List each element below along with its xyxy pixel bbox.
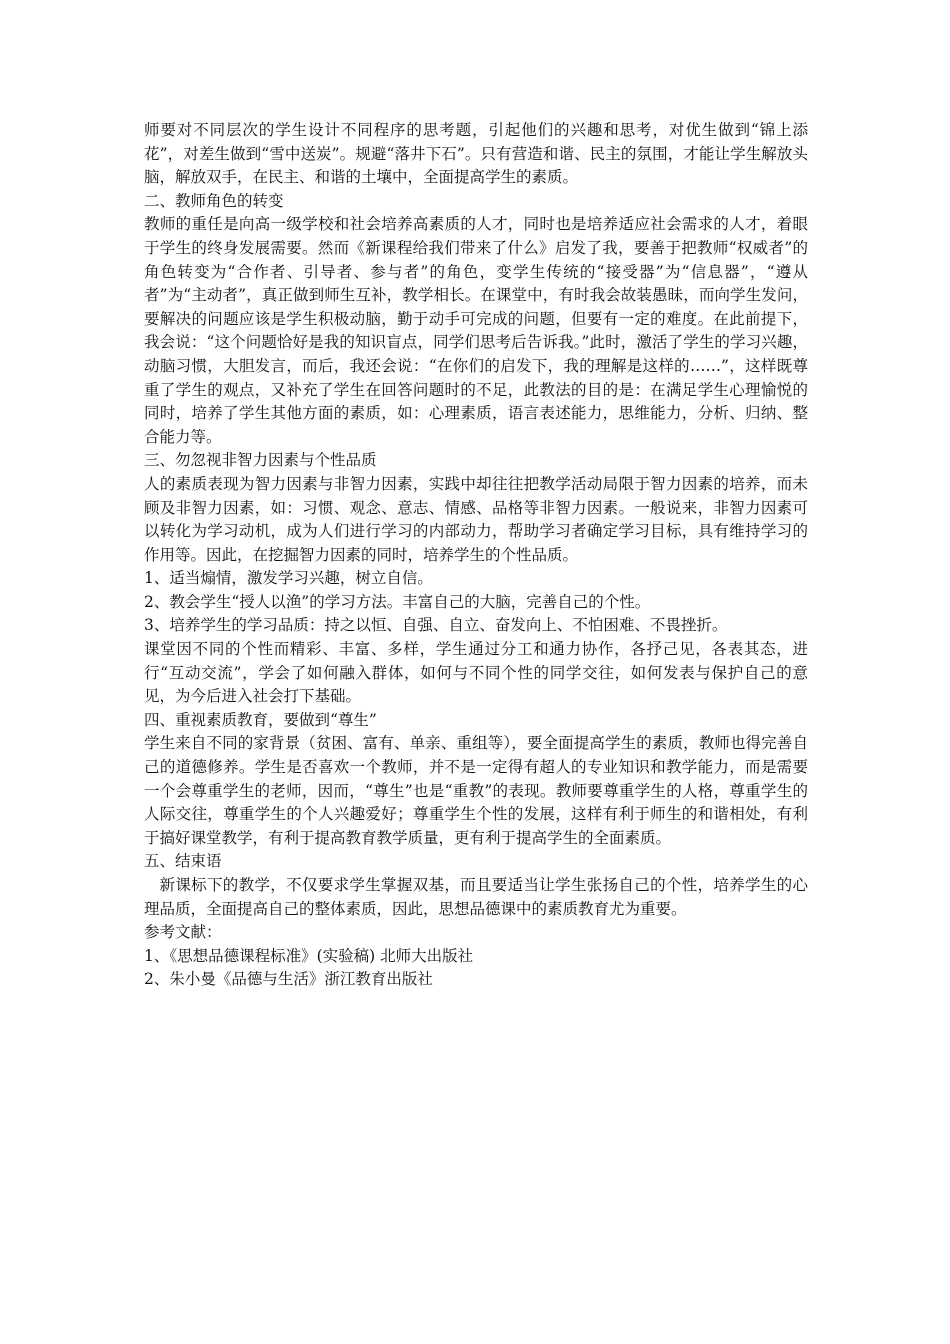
section-body-non-intellectual: 人的素质表现为智力因素与非智力因素，实践中却往往把教学活动局限于智力因素的培养，而未顾及非智力因素，如：习惯、观念、意志、情感、品格等非智力因素。一般说来，非智力因素可以转化为学习动机，成为人们进行学习的内部动力，帮助学习者确定学习目标，具有维持学习的作用等。因此，在挖掘智力因素的同时，培养学生的个性品质。: [144, 474, 808, 564]
list-item: 3、培养学生的学习品质：持之以恒、自强、自立、奋发向上、不怕困难、不畏挫折。: [144, 616, 728, 635]
section-body-respect-students: 学生来自不同的家背景（贫困、富有、单亲、重组等），要全面提高学生的素质，教师也得完善自己的道德修养。学生是否喜欢一个教师，并不是一定得有超人的专业知识和教学能力，而是需要一个会尊重学生的老师，因而，“尊生”也是“重教”的表现。教师要尊重学生的人格，尊重学生的人际交往，尊重学生的个人兴趣爱好；尊重学生个性的发展，这样有利于师生的和谐相处，有利于搞好课堂教学，有利于提高教育教学质量，更有利于提高学生的全面素质。: [144, 734, 808, 847]
section-heading-respect-students: 四、重视素质教育，要做到“尊生”: [144, 710, 377, 729]
section-heading-role-change: 二、教师角色的转变: [144, 191, 284, 210]
section-closing-non-intellectual: 课堂因不同的个性而精彩、丰富、多样，学生通过分工和通力协作，各抒己见，各表其态，进行“互动交流”，学会了如何融入群体，如何与不同个性的同学交往，如何发表与保护自己的意见，为今后进入社会打下基础。: [144, 640, 808, 706]
list-item: 1、适当煽情，激发学习兴趣，树立自信。: [144, 569, 433, 588]
reference-item: 2、朱小曼《品德与生活》浙江教育出版社: [144, 970, 433, 989]
document-page: [144, 119, 808, 992]
list-item: 2、教会学生“授人以渔”的学习方法。丰富自己的大脑，完善自己的个性。: [144, 592, 651, 611]
references-heading: 参考文献：: [144, 923, 222, 942]
reference-item: 1、《思想品德课程标准》(实验稿) 北师大出版社: [144, 946, 474, 965]
section-body-role-change: 教师的重任是向高一级学校和社会培养高素质的人才，同时也是培养适应社会需求的人才，着眼于学生的终身发展需要。然而《新课程给我们带来了什么》启发了我，要善于把教师“权威者”的角色转变为“合作者、引导者、参与者”的角色，变学生传统的“接受器”为“信息器”，“遵从者”为“主动者”，真正做到师生互补，教学相长。在课堂中，有时我会故装愚昧，而向学生发问，要解决的问题应该是学生积极动脑，勤于动手可完成的问题，但要有一定的难度。在此前提下，我会说：“这个问题恰好是我的知识盲点，同学们思考后告诉我。”此时，激活了学生的学习兴趣，动脑习惯，大胆发言，而后，我还会说：“在你们的启发下，我的理解是这样的……”，这样既尊重了学生的观点，又补充了学生在回答问题时的不足，此教法的目的是：在满足学生心理愉悦的同时，培养了学生其他方面的素质，如：心理素质，语言表述能力，思维能力，分析、归纳、整合能力等。: [144, 215, 808, 446]
intro-paragraph: 师要对不同层次的学生设计不同程序的思考题，引起他们的兴趣和思考，对优生做到“锦上添花”，对差生做到“雪中送炭”。规避“落井下石”。只有营造和谐、民主的氛围，才能让学生解放头脑，解放双手，在民主、和谐的土壤中，全面提高学生的素质。: [144, 121, 808, 187]
section-heading-non-intellectual: 三、勿忽视非智力因素与个性品质: [144, 451, 377, 470]
section-body-conclusion: 新课标下的教学，不仅要求学生掌握双基，而且要适当让学生张扬自己的个性，培养学生的心理品质，全面提高自己的整体素质，因此，思想品德课中的素质教育尤为重要。: [144, 876, 808, 918]
section-heading-conclusion: 五、结束语: [144, 852, 222, 871]
